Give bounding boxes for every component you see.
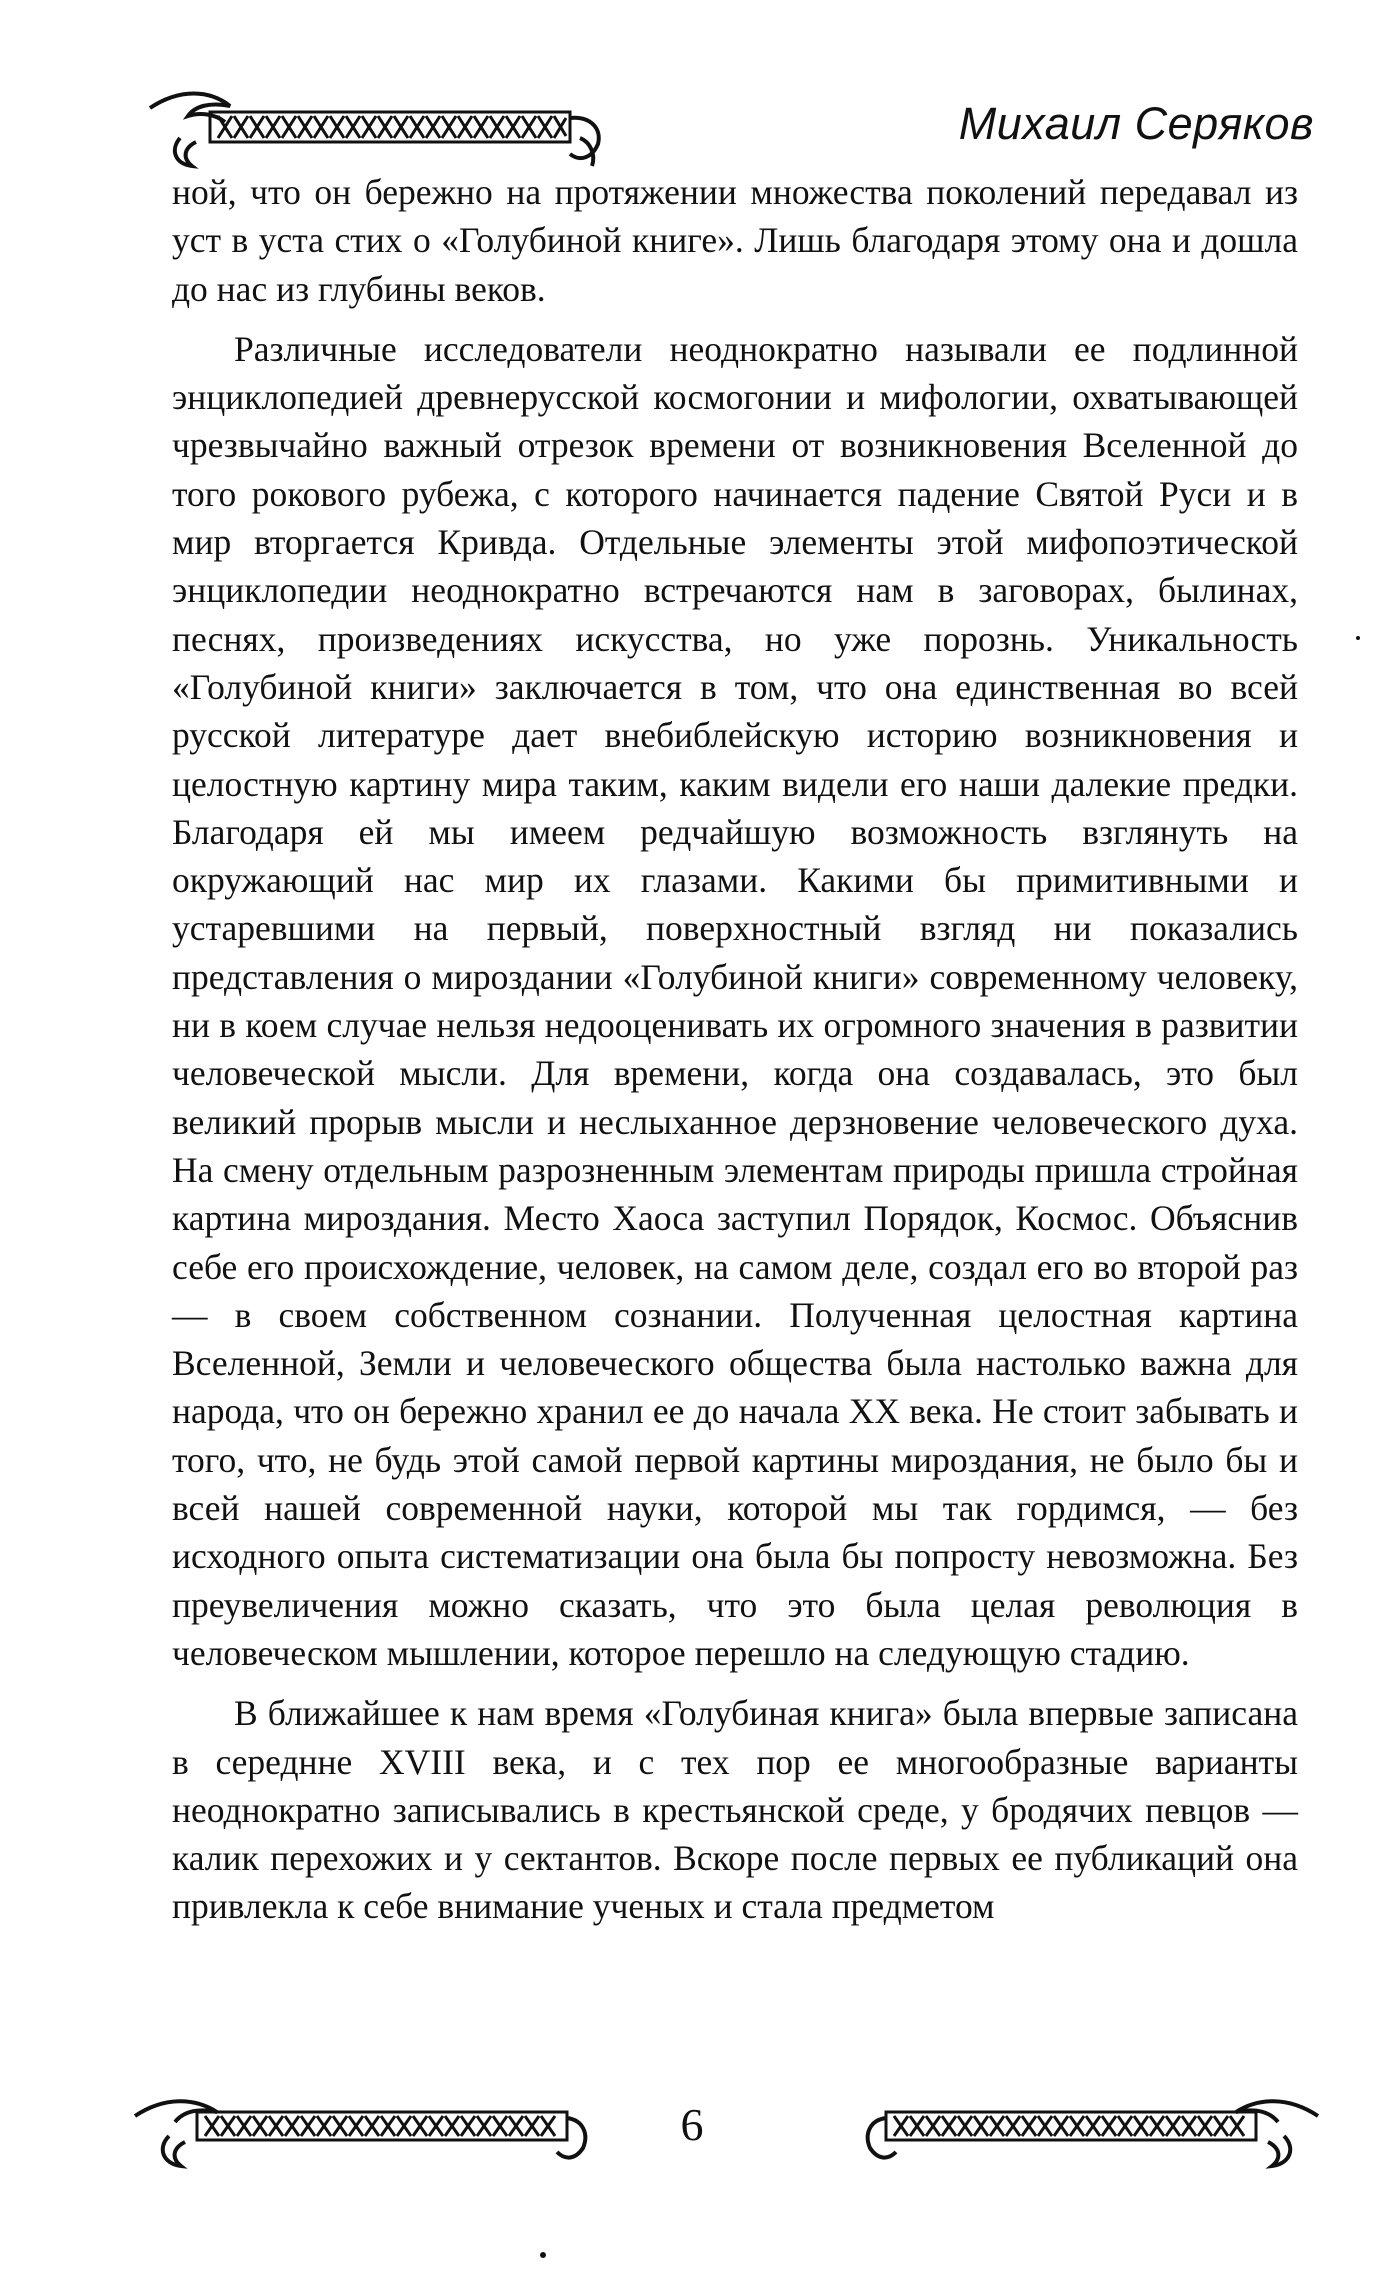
print-speck: [1356, 636, 1360, 640]
paragraph: Различные исследователи неоднократно называли ее подлинной энциклопедией древнерусской космогонии и мифологии, охватывающей чрезвычайно важный отрезок времени от возникновения Вселенной до того рокового рубежа, с которого начинается падение Святой Руси и в мир вторгается Кривда. Отдельные элементы этой мифопоэтической энциклопедии неоднократно встречаются нам в заговорах, былинах, песнях, произведениях искусства, но уже порознь. Уникальность «Голубиной книги» заключается в том, что она единственная во всей русской литературе дает внебиблейскую историю возникновения и целостную картину мира таким, каким видели его наши далекие предки. Благодаря ей мы имеем редчайшую возможность взглянуть на окружающий нас мир их глазами. Какими бы примитивными и устаревшими на первый, поверхностный взгляд ни показались представления о мироздании «Голубиной книги» современному человеку, ни в коем случае нельзя недооценивать их огромного значения в развитии человеческой мысли. Для времени, когда она создавалась, это был великий прорыв мысли и неслыханное дерзновение человеческого духа. На смену отдельным разрозненным элементам природы пришла стройная картина мироздания. Место Хаоса заступил Порядок, Космос. Объяснив себе его происхождение, человек, на самом деле, создал его во второй раз — в своем собственном сознании. Полученная целостная картина Вселенной, Земли и человеческого общества была настолько важна для народа, что он бережно хранил ее до начала XX века. Не стоит забывать и того, что, не будь этой самой первой картины мироздания, не было бы и всей нашей современной науки, которой мы так гордимся, — без исходного опыта систематизации она была бы попросту невозможна. Без преувеличения можно сказать, что это была целая революция в человеческом мышлении, которое перешло на следующую стадию.: [172, 328, 1298, 1673]
paragraph: В ближайшее к нам время «Голубиная книга» была впервые записана в середнне XVIII века, и с тех пор ее многообразные варианты неоднократно записывались в крестьянской среде, у бродячих певцов — калик перехожих и у сектантов. Вскоре после первых ее публикаций она привлекла к себе внимание ученых и стала предметом: [172, 1693, 1298, 1927]
body-text: [172, 168, 1298, 1943]
print-speck: [540, 2252, 546, 2258]
page-number: 6: [680, 2099, 704, 2150]
knotwork-band-icon: [140, 78, 610, 170]
paragraph-continuation: ной, что он бережно на протяжении множества поколений передавал из уст в уста стих о «Голубиной книге». Лишь благодаря этому она и дошла до нас из глубины веков.: [172, 172, 1298, 309]
running-head: Михаил Серяков: [958, 98, 1314, 149]
